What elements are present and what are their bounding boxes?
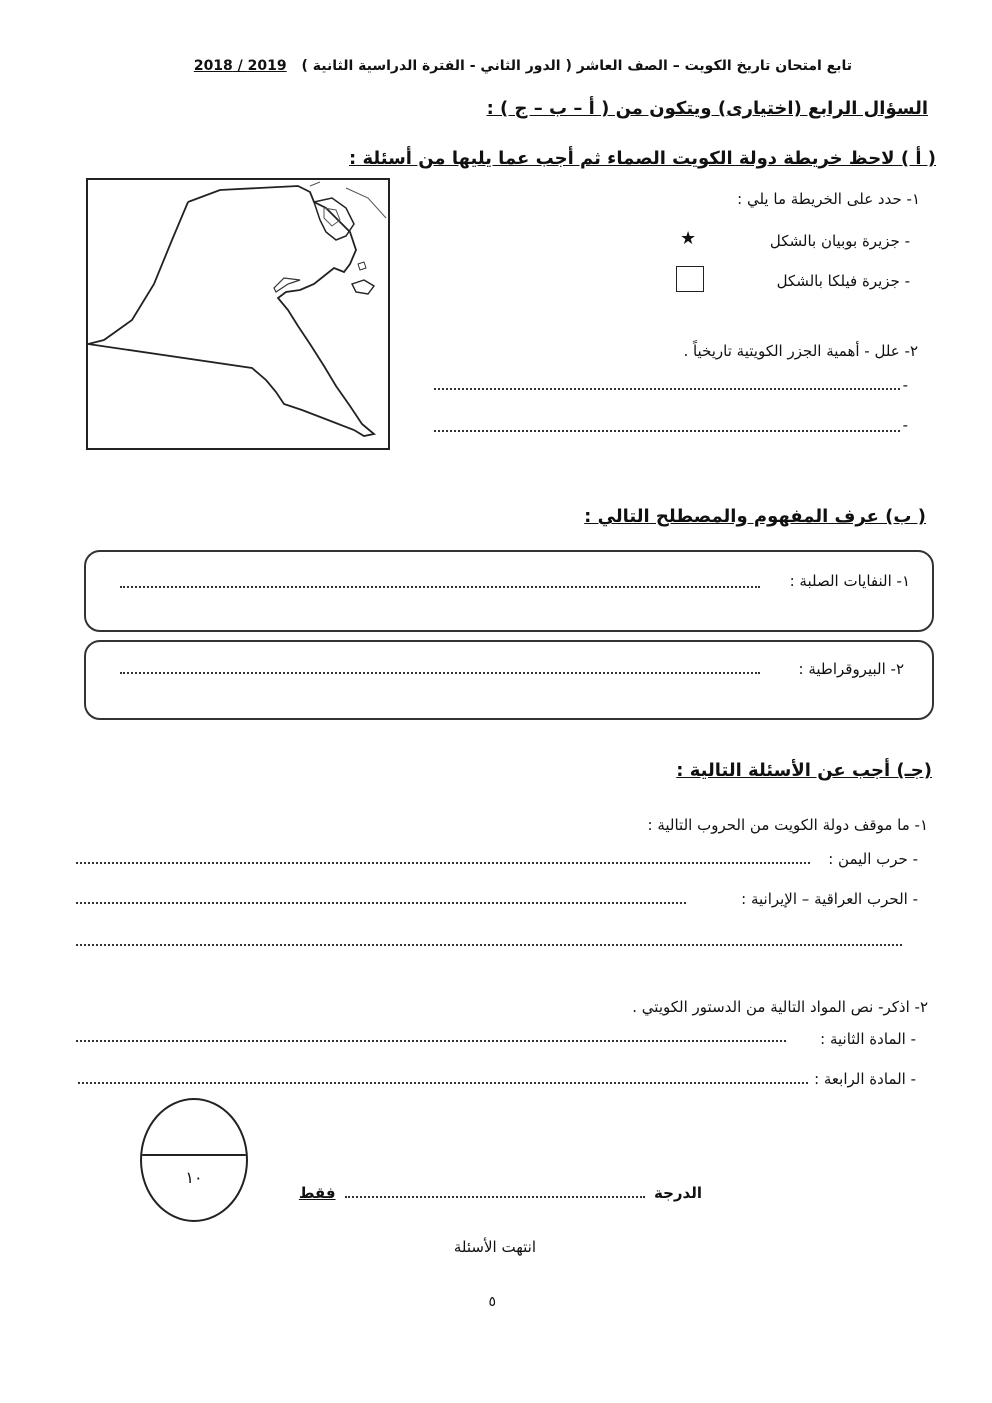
q-c2-text: ٢- اذكر- نص المواد التالية من الدستور الكويتي . (632, 998, 928, 1016)
answer-line[interactable] (434, 388, 900, 390)
map-outline-icon (88, 180, 388, 448)
square-icon (676, 266, 704, 292)
definition-2-label: ٢- البيروقراطية : (798, 660, 904, 678)
q-c1-b: - الحرب العراقية – الإيرانية : (741, 890, 918, 908)
definition-1-label: ١- النفايات الصلبة : (789, 572, 910, 590)
answer-line[interactable] (76, 862, 810, 864)
score-total: ١٠ (185, 1168, 203, 1187)
exam-header (194, 58, 852, 74)
q-a2-dash-2: - (902, 416, 908, 434)
answer-line[interactable] (120, 586, 760, 588)
star-icon: ★ (680, 228, 697, 249)
q-a2-dash-1: - (902, 376, 908, 394)
exam-year: 2019 / 2018 (193, 58, 287, 74)
section-c-title: (جـ) أجب عن الأسئلة التالية : (676, 760, 932, 781)
q-c2-b: - المادة الرابعة : (814, 1070, 916, 1088)
end-of-questions: انتهت الأسئلة (453, 1238, 536, 1256)
answer-line[interactable] (120, 672, 760, 674)
q-a1-item2: - جزيرة فيلكا بالشكل (776, 272, 910, 290)
answer-line[interactable] (76, 1040, 786, 1042)
grade-blank[interactable] (345, 1196, 645, 1198)
q-c2-a: - المادة الثانية : (820, 1030, 916, 1048)
q-a1-item1: - جزيرة بوبيان بالشكل (769, 232, 910, 250)
q-c1-a: - حرب اليمن : (828, 850, 918, 868)
q-a1-text: ١- حدد على الخريطة ما يلي : (737, 190, 920, 208)
grade-line (299, 1184, 702, 1202)
section-a-title: ( أ ) لاحظ خريطة دولة الكويت الصماء ثم أجب عما يليها من أسئلة : (349, 148, 936, 169)
definition-box-1 (84, 550, 934, 632)
exam-header-text: تابع امتحان تاريخ الكويت – الصف العاشر ( الدور الثاني - الفترة الدراسية الثانية ) (301, 58, 852, 74)
answer-line[interactable] (78, 1082, 808, 1084)
grade-label: الدرجة (654, 1184, 702, 1202)
kuwait-blank-map (86, 178, 390, 450)
answer-line[interactable] (434, 430, 900, 432)
page-number: ٥ (488, 1294, 496, 1310)
grade-only: فقط (298, 1184, 336, 1202)
score-circle (140, 1098, 248, 1222)
definition-box-2 (84, 640, 934, 720)
score-divider (142, 1154, 246, 1156)
answer-line[interactable] (76, 902, 686, 904)
question-title: السؤال الرابع (اختيارى) ويتكون من ( أ – ب – ج ) : (486, 98, 928, 119)
q-c1-text: ١- ما موقف دولة الكويت من الحروب التالية : (647, 816, 928, 834)
q-a2-text: ٢- علل - أهمية الجزر الكويتية تاريخياً . (683, 342, 918, 360)
section-b-title: ( ب) عرف المفهوم والمصطلح التالي : (584, 506, 926, 527)
answer-line[interactable] (76, 944, 902, 946)
